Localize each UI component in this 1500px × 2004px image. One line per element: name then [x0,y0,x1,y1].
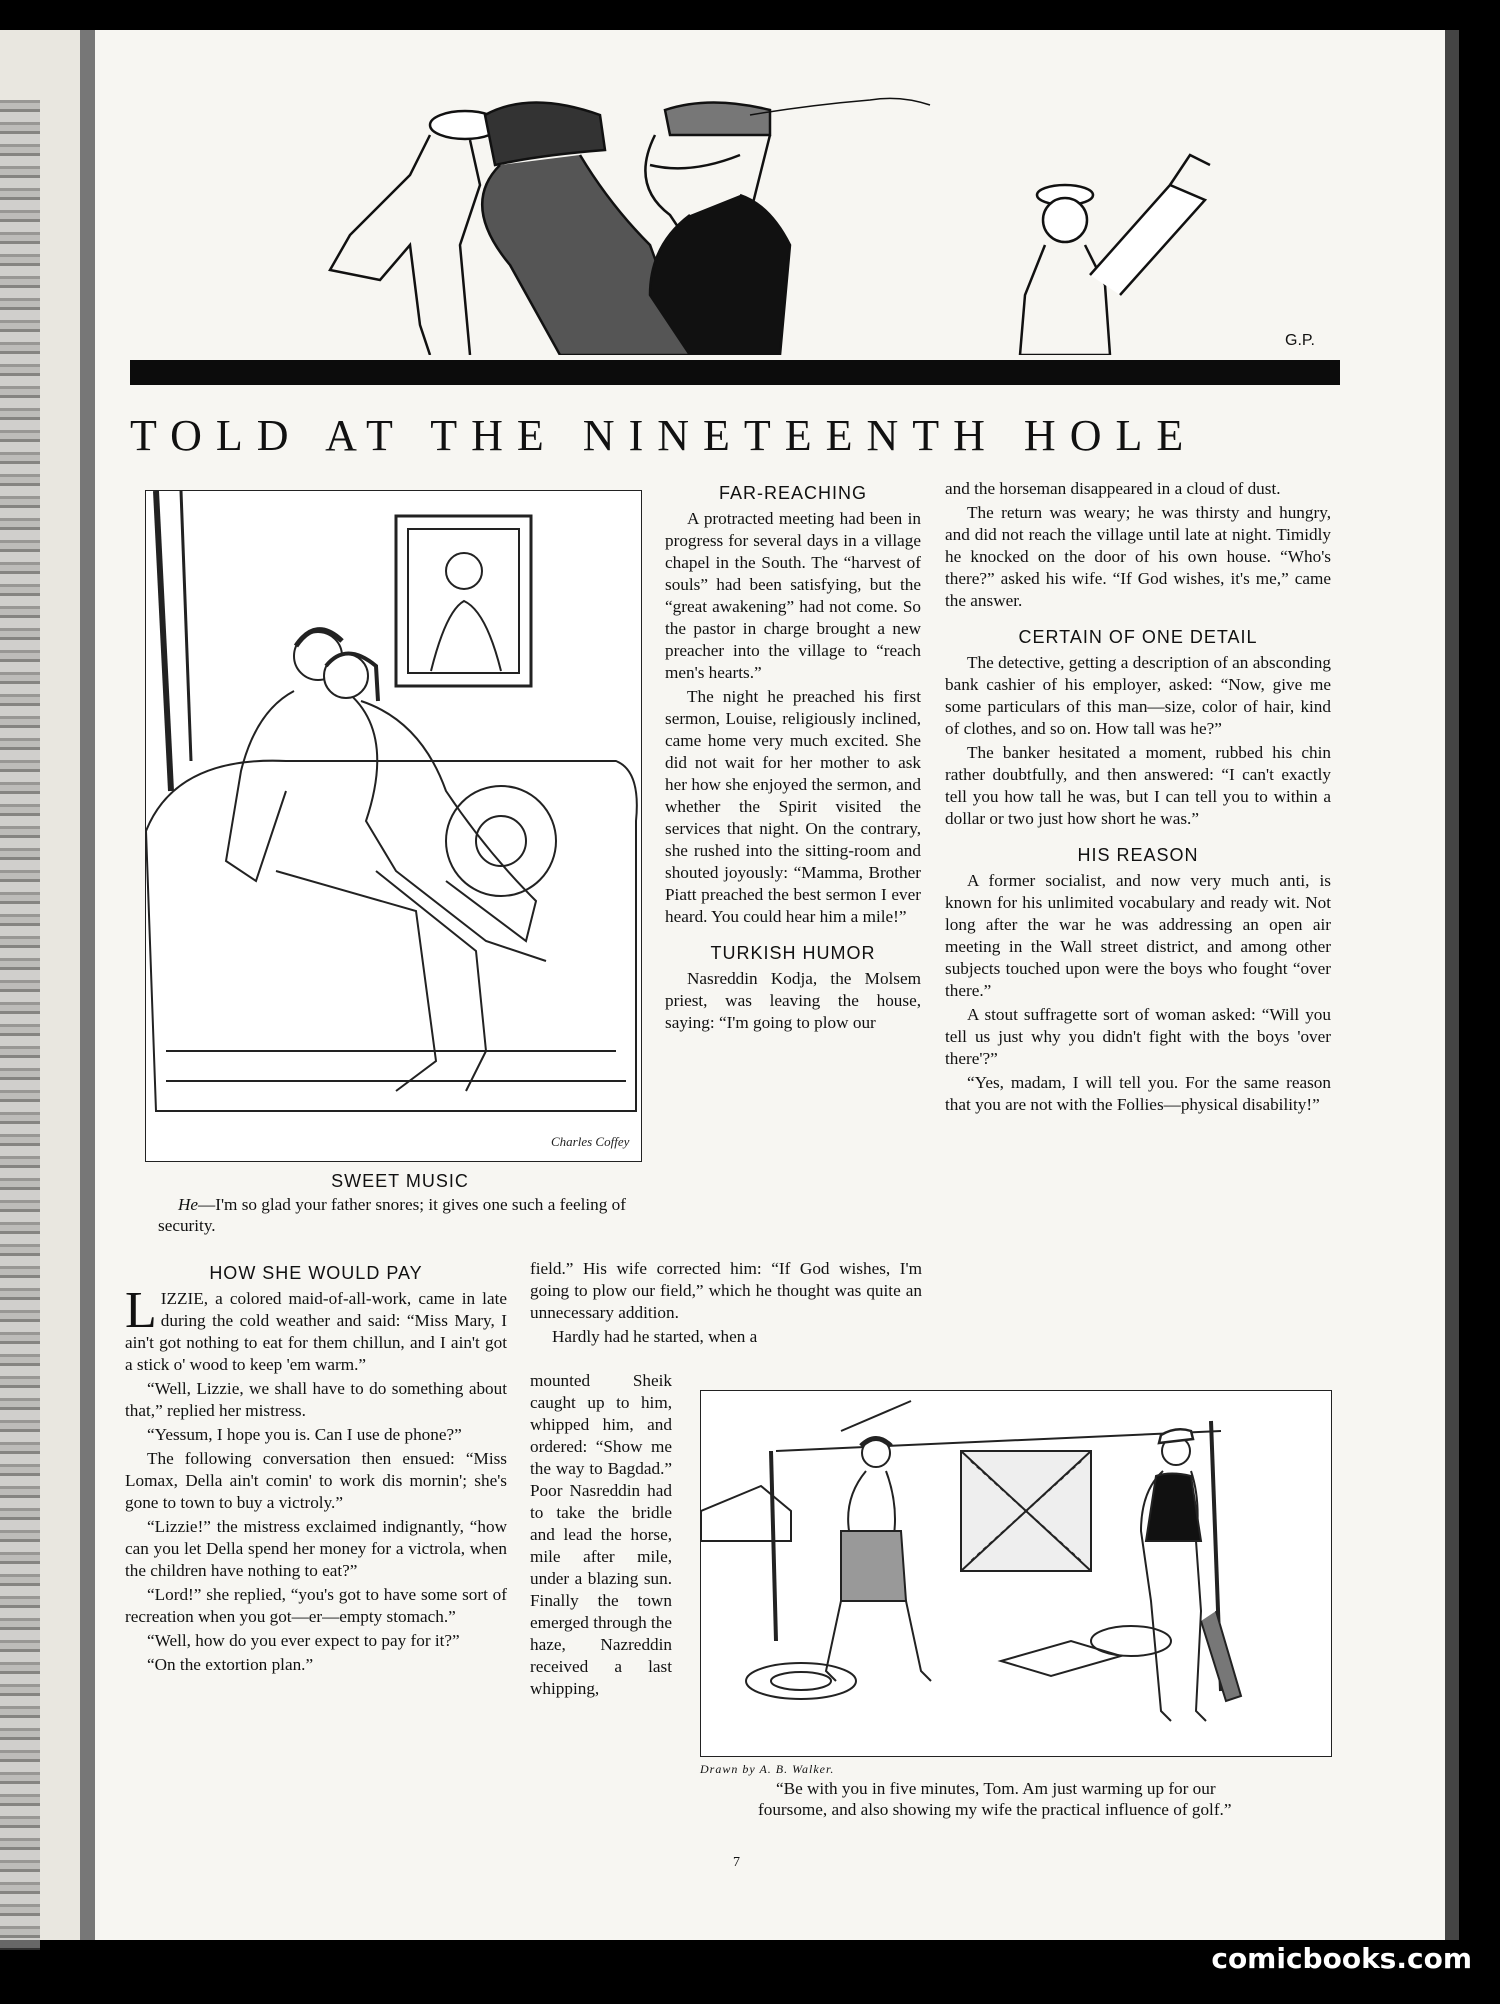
sweet-music-illustration [145,490,642,1162]
column-turkish-humor-continued [530,1258,922,1350]
drop-cap: L [125,1282,157,1339]
story-paragraph: mounted Sheik caught up to him, whipped him, and ordered: “Show me the way to Bagdad.” Poor Nasreddin had to take the bridle and lead the horse, mile after mile, under a blazing sun. Finally the town emerged through the haze, Nazreddin received a last whipping, [530,1371,672,1698]
golf-caption: “Be with you in five minutes, Tom. Am just warming up for our foursome, and also showing my wife the practical influence of golf.” [758,1779,1232,1819]
watermark-site-logo: comicbooks.com [1211,1942,1472,1975]
story-paragraph: “On the extortion plan.” [147,1655,314,1674]
story-paragraph: “Lizzie!” the mistress exclaimed indignantly, “how can you let Della spend her money for a victrola, when the children have nothing to eat?” [125,1517,507,1580]
sweet-music-caption [158,1194,628,1236]
story-paragraph: The return was weary; he was thirsty and hungry, and did not reach the village until late at night. Timidly he knocked on the door of his own house. “Who's there?” asked his wife. “If God wishes, it's me,” came the answer. [945,503,1331,610]
story-paragraph: and the horseman disappeared in a cloud of dust. [945,479,1281,498]
story-title-far-reaching: FAR-REACHING [718,483,867,503]
story-paragraph: A stout suffragette sort of woman asked: “Will you tell us just why you didn't fight with the boys 'over there'?” [945,1005,1331,1068]
column-far-reaching [665,478,921,1036]
story-paragraph: field.” His wife corrected him: “If God wishes, I'm going to plow our field,” which he thought was quite an unnecessary addition. [530,1259,922,1322]
story-paragraph: A protracted meeting had been in progress for several days in a village chapel in the South. The “harvest of souls” had been satisfying, but the “great awakening” had not come. So the pastor in charge brought a new preacher into the village to “reach men's hearts.” [665,509,921,682]
binding-gutter [80,30,95,1940]
golf-rug-illustration [700,1390,1332,1757]
story-paragraph: “Lord!” she replied, “you's got to have some sort of recreation when you got—er—empty stomach.” [125,1585,507,1626]
story-paragraph: The detective, getting a description of an absconding bank cashier of his employer, asked: “Now, give me some particulars of this man—size, color of hair, kind of clothes, and so on. How tall was he?” [945,653,1331,738]
story-paragraph: Hardly had he started, when a [552,1327,758,1346]
sweet-music-title: SWEET MUSIC [331,1171,469,1191]
story-paragraph: “Well, how do you ever expect to pay for it?” [147,1631,460,1650]
caption-speaker: He [178,1195,199,1214]
story-paragraph: Nasreddin Kodja, the Molsem priest, was leaving the house, saying: “I'm going to plow our [665,969,921,1032]
column-three [945,478,1331,1118]
story-paragraph: The banker hesitated a moment, rubbed his chin rather doubtfully, and then answered: “I can't exactly tell you how tall he was, but I can tell you to within a dollar or two just how short he was.” [945,743,1331,828]
story-paragraph: A former socialist, and now very much anti, is known for his unlimited vocabulary and ready wit. Not long after the war he was addressing an open air meeting in the Wall street district, and among other subjects touched upon were the boys who fought “over there.” [945,871,1331,1000]
caption-text: —I'm so glad your father snores; it gives one such a feeling of security. [158,1195,626,1235]
story-paragraph: “Well, Lizzie, we shall have to do something about that,” replied her mistress. [125,1379,507,1420]
story-paragraph: The following conversation then ensued: “Miss Lomax, Della ain't comin' to work dis mornin'; she's gone to town to buy a victroly.” [125,1449,507,1512]
column-how-she-would-pay [125,1258,507,1678]
story-paragraph: “Yessum, I hope you is. Can I use de phone?” [147,1425,462,1444]
banner-signature: G.P. [1285,332,1315,349]
banner-rule [130,360,1340,385]
story-paragraph: “Yes, madam, I will tell you. For the same reason that you are not with the Follies—physical disability!” [945,1073,1331,1114]
page-edge-shadow [1445,30,1459,1940]
column-turkish-humor-narrow [530,1370,672,1702]
illustration-credit: Drawn by A. B. Walker. [700,1762,835,1776]
story-paragraph: LIZZIE, a colored maid-of-all-work, came in late during the cold weather and said: “Miss Mary, I ain't got nothing to eat for them chillun, and I ain't got a stick o' wood to keep 'em warm.” [125,1282,507,1374]
story-paragraph: The night he preached his first sermon, Louise, religiously inclined, came home very much excited. She did not wait for her mother to ask her how she enjoyed the sermon, and whether the Spirit visited the services that night. On the contrary, she rushed into the sitting-room and shouted joyously: “Mamma, Brother Piatt preached the best sermon I ever heard. You could hear him a mile!” [665,687,921,926]
golfers-banner-illustration [130,95,1340,355]
page-number: 7 [733,1855,740,1870]
illustration-signature: Charles Coffey [551,1134,630,1149]
story-title-how-she-would-pay: HOW SHE WOULD PAY [209,1263,423,1283]
story-title-his-reason: HIS REASON [1077,845,1199,865]
page-title: TOLD AT THE NINETEENTH HOLE [130,411,1198,460]
facing-page-edge [0,30,80,1940]
story-title-turkish-humor: TURKISH HUMOR [710,943,876,963]
story-title-certain-of-one-detail: CERTAIN OF ONE DETAIL [1018,627,1258,647]
